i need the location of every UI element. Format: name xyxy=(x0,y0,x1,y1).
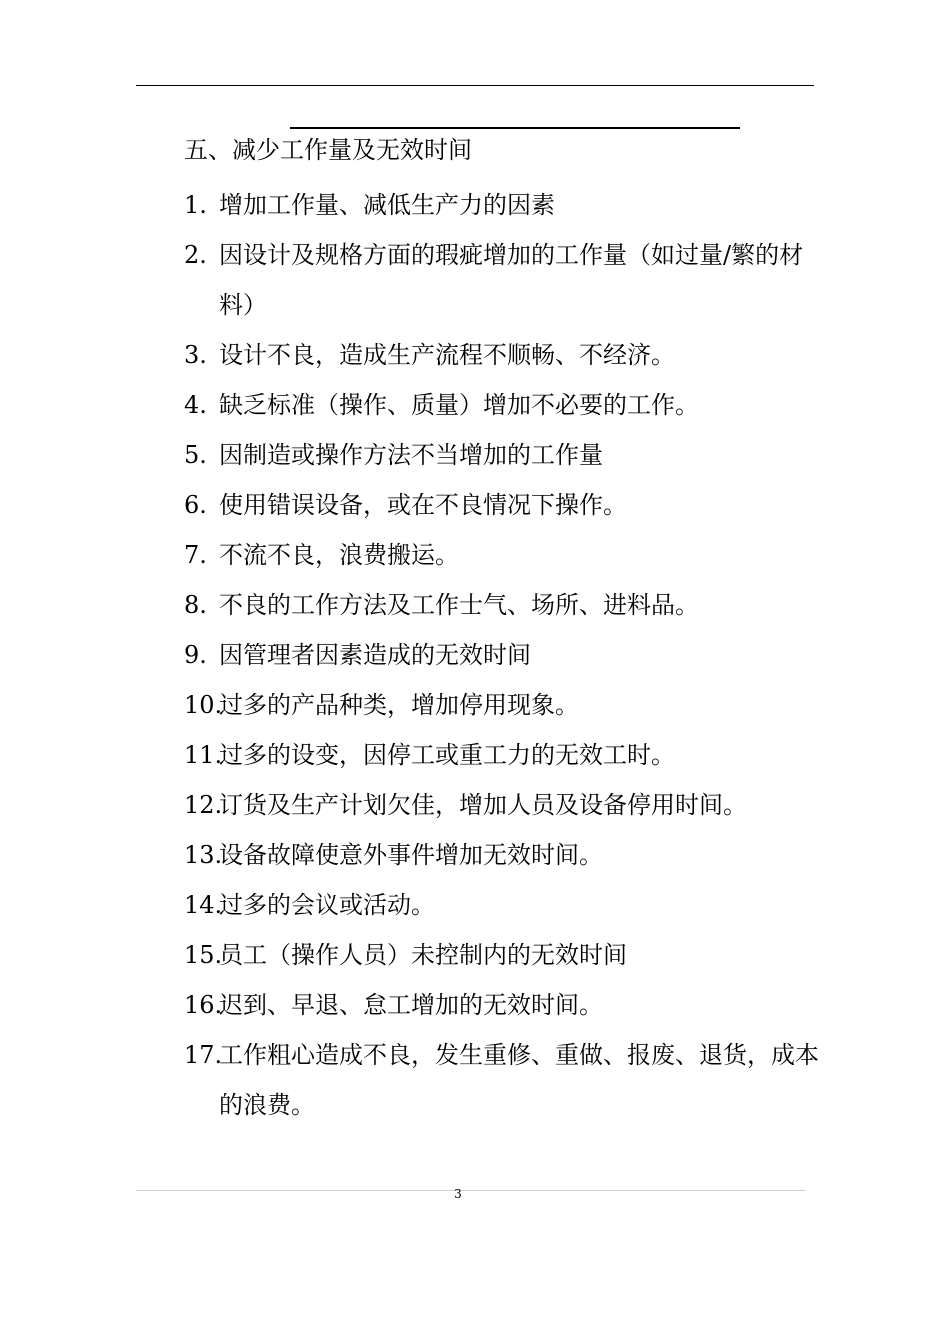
item-number: 16. xyxy=(184,991,223,1019)
item-text: 迟到、早退、怠工增加的无效时间。 xyxy=(219,991,603,1019)
section-heading: 五、减少工作量及无效时间 xyxy=(184,136,472,164)
item-text: 设计不良，造成生产流程不顺畅、不经济。 xyxy=(219,341,675,369)
item-text: 设备故障使意外事件增加无效时间。 xyxy=(219,841,603,869)
item-number: 3. xyxy=(184,341,207,369)
item-text: 使用错误设备，或在不良情况下操作。 xyxy=(219,491,627,519)
item-text: 因设计及规格方面的瑕疵增加的工作量（如过量/繁的材料） xyxy=(219,241,804,319)
item-number: 12. xyxy=(184,791,223,819)
item-text: 不良的工作方法及工作士气、场所、进料品。 xyxy=(219,591,699,619)
list-item xyxy=(184,830,824,880)
item-text: 不流不良，浪费搬运。 xyxy=(219,541,459,569)
item-text: 因制造或操作方法不当增加的工作量 xyxy=(219,441,603,469)
item-number: 17. xyxy=(184,1041,223,1069)
item-text: 过多的产品种类，增加停用现象。 xyxy=(219,691,579,719)
item-text: 工作粗心造成不良，发生重修、重做、报废、退货，成本的浪费。 xyxy=(219,1041,819,1119)
list-item xyxy=(184,980,824,1030)
list-item xyxy=(184,930,824,980)
item-number: 2. xyxy=(184,241,207,269)
item-number: 15. xyxy=(184,941,223,969)
item-list xyxy=(184,180,824,1130)
item-text: 增加工作量、减低生产力的因素 xyxy=(219,191,555,219)
list-item xyxy=(184,780,824,830)
item-number: 8. xyxy=(184,591,207,619)
title-overline xyxy=(290,127,740,129)
page-number: 3 xyxy=(454,1187,462,1201)
list-item xyxy=(184,730,824,780)
list-item xyxy=(184,330,824,380)
item-text: 因管理者因素造成的无效时间 xyxy=(219,641,531,669)
item-number: 10. xyxy=(184,691,223,719)
item-text: 订货及生产计划欠佳，增加人员及设备停用时间。 xyxy=(219,791,747,819)
item-text: 员工（操作人员）未控制内的无效时间 xyxy=(219,941,627,969)
item-number: 13. xyxy=(184,841,223,869)
list-item xyxy=(184,880,824,930)
list-item xyxy=(184,630,824,680)
item-number: 11. xyxy=(184,741,223,769)
item-number: 5. xyxy=(184,441,207,469)
item-text: 缺乏标准（操作、质量）增加不必要的工作。 xyxy=(219,391,699,419)
list-item xyxy=(184,530,824,580)
item-number: 6. xyxy=(184,491,207,519)
item-number: 7. xyxy=(184,541,207,569)
list-item xyxy=(184,1030,824,1130)
list-item xyxy=(184,180,824,230)
item-number: 9. xyxy=(184,641,207,669)
item-number: 4. xyxy=(184,391,207,419)
list-item xyxy=(184,480,824,530)
item-number: 1. xyxy=(184,191,207,219)
list-item xyxy=(184,230,824,330)
list-item xyxy=(184,380,824,430)
item-text: 过多的设变，因停工或重工力的无效工时。 xyxy=(219,741,675,769)
item-number: 14. xyxy=(184,891,223,919)
list-item xyxy=(184,430,824,480)
list-item xyxy=(184,580,824,630)
footer-rule xyxy=(136,1190,806,1191)
list-item xyxy=(184,680,824,730)
header-rule xyxy=(136,85,814,86)
item-text: 过多的会议或活动。 xyxy=(219,891,435,919)
